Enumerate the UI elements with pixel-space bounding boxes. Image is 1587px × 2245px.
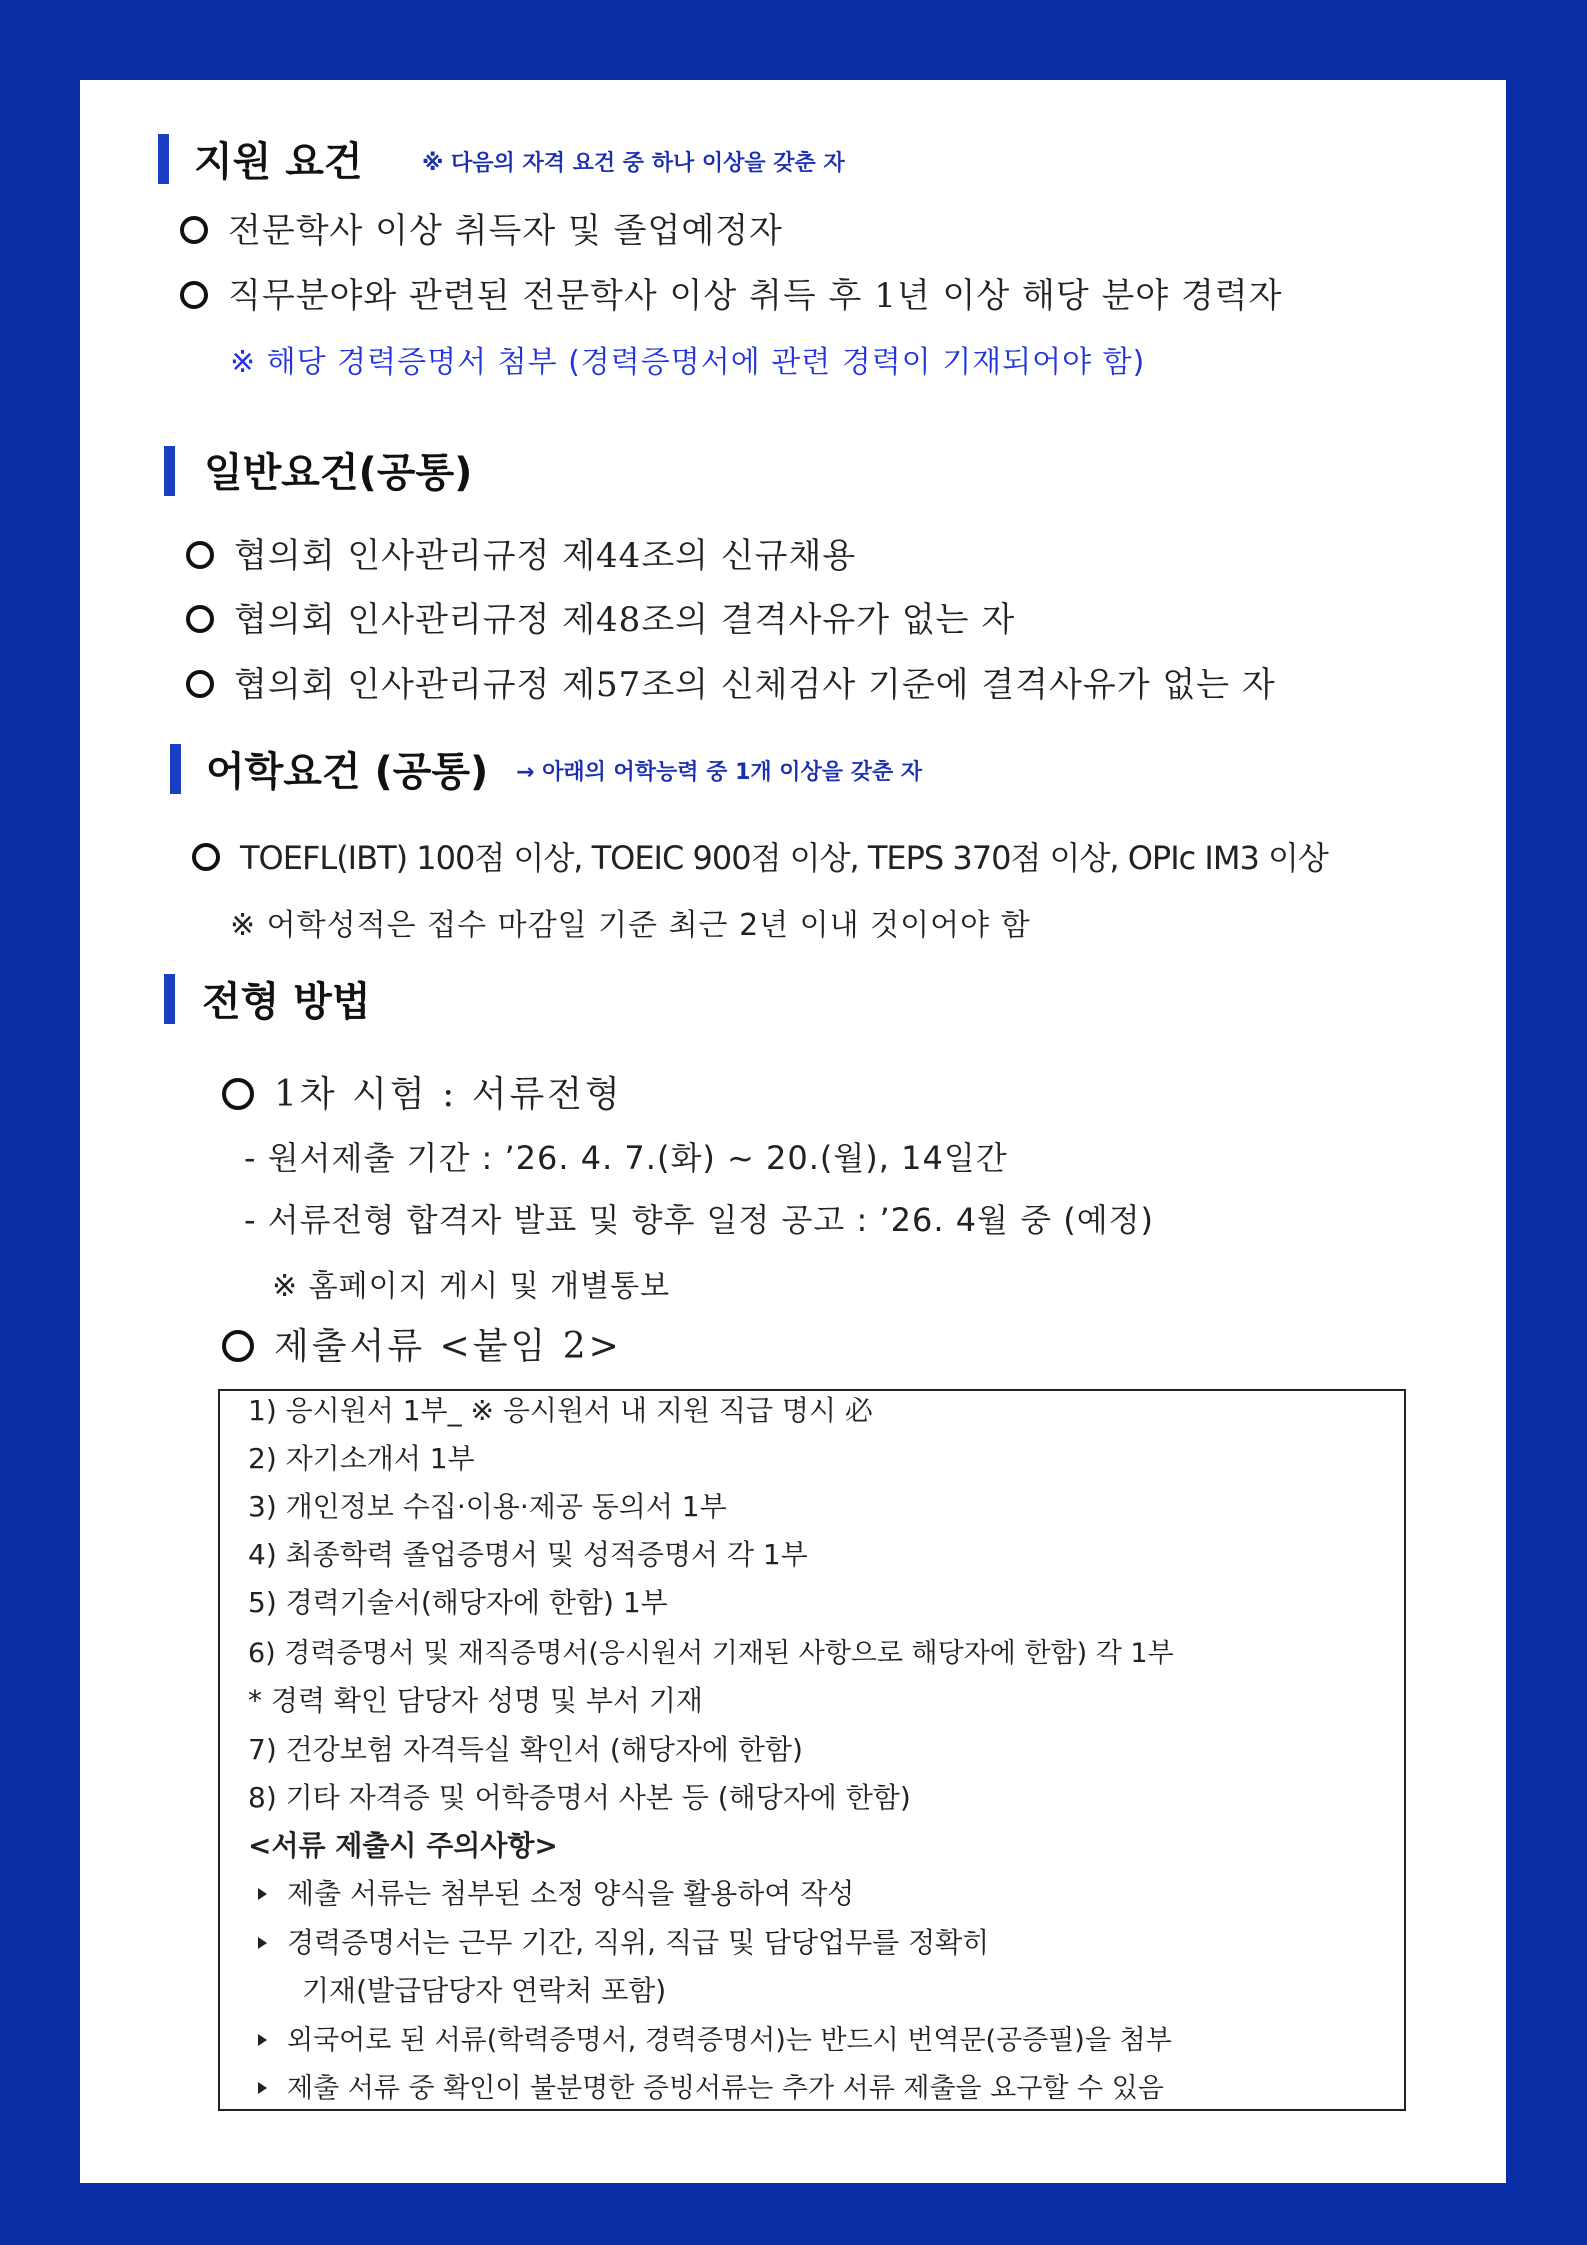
list-item: 협의회 인사관리규정 제57조의 신체검사 기준에 결격사유가 없는 자	[186, 657, 1276, 706]
section-marker	[170, 744, 181, 794]
caution-item: 제출 서류는 첨부된 소정 양식을 활용하여 작성	[258, 1872, 854, 1912]
requirements-note: ※ 다음의 자격 요건 중 하나 이상을 갖춘 자	[422, 151, 845, 176]
circle-bullet-icon	[222, 1330, 254, 1362]
section-title-selection: 전형 방법	[202, 979, 371, 1025]
circle-bullet-icon	[186, 605, 214, 633]
language-item: TOEFL(IBT) 100점 이상, TOEIC 900점 이상, TEPS 370점 이상, OPIc IM3 이상	[192, 833, 1328, 879]
document-item: 4) 최종학력 졸업증명서 및 성적증명서 각 1부	[248, 1538, 808, 1571]
document-item: 5) 경력기술서(해당자에 한함) 1부	[248, 1586, 668, 1619]
document-sub-item: * 경력 확인 담당자 성명 및 부서 기재	[248, 1684, 703, 1717]
section-title-language: 어학요건 (공통)	[206, 749, 489, 795]
document-item: 8) 기타 자격증 및 어학증명서 사본 등 (해당자에 한함)	[248, 1781, 911, 1814]
document-item: 3) 개인정보 수집·이용·제공 동의서 1부	[248, 1490, 727, 1523]
application-period: - 원서제출 기간 : ’26. 4. 7.(화) ~ 20.(월), 14일간	[244, 1139, 1008, 1177]
circle-bullet-icon	[186, 670, 214, 698]
caution-item: 경력증명서는 근무 기간, 직위, 직급 및 담당업무를 정확히	[258, 1921, 989, 1961]
notification-note: ※ 홈페이지 게시 및 개별통보	[272, 1269, 671, 1304]
circle-bullet-icon	[180, 281, 208, 309]
document-item: 6) 경력증명서 및 재직증명서(응시원서 기재된 사항으로 해당자에 한함) 각 1부	[248, 1638, 1174, 1669]
section-marker	[158, 134, 169, 184]
document-page	[80, 80, 1506, 2183]
list-item: 전문학사 이상 취득자 및 졸업예정자	[180, 203, 783, 252]
documents-heading: 제출서류 <붙임 2>	[222, 1318, 622, 1369]
document-item: 7) 건강보험 자격득실 확인서 (해당자에 한함)	[248, 1733, 803, 1766]
announcement-schedule: - 서류전형 합격자 발표 및 향후 일정 공고 : ’26. 4월 중 (예정)	[244, 1201, 1155, 1239]
circle-bullet-icon	[186, 541, 214, 569]
circle-bullet-icon	[192, 843, 220, 871]
circle-bullet-icon	[222, 1078, 254, 1110]
language-sub-note: ※ 어학성적은 접수 마감일 기준 최근 2년 이내 것이어야 함	[230, 908, 1031, 943]
caution-item-continued: 기재(발급담당자 연락처 포함)	[302, 1974, 667, 2007]
triangle-bullet-icon	[258, 2082, 267, 2094]
documents-box	[218, 1389, 1406, 2111]
career-certificate-note: ※ 해당 경력증명서 첨부 (경력증명서에 관련 경력이 기재되어야 함)	[230, 345, 1146, 380]
document-item: 1) 응시원서 1부_ ※ 응시원서 내 지원 직급 명시 必	[248, 1394, 873, 1427]
caution-title: <서류 제출시 주의사항>	[248, 1829, 558, 1862]
circle-bullet-icon	[180, 216, 208, 244]
list-item: 협의회 인사관리규정 제48조의 결격사유가 없는 자	[186, 592, 1015, 641]
triangle-bullet-icon	[258, 1937, 267, 1949]
caution-item: 제출 서류 중 확인이 불분명한 증빙서류는 추가 서류 제출을 요구할 수 있음	[258, 2066, 1164, 2105]
triangle-bullet-icon	[258, 2034, 267, 2046]
section-marker	[164, 974, 175, 1024]
list-item: 직무분야와 관련된 전문학사 이상 취득 후 1년 이상 해당 분야 경력자	[180, 268, 1283, 317]
section-title-requirements: 지원 요건	[194, 139, 363, 185]
triangle-bullet-icon	[258, 1888, 267, 1900]
section-title-general: 일반요건(공통)	[204, 450, 473, 496]
section-marker	[164, 446, 175, 496]
language-note: → 아래의 어학능력 중 1개 이상을 갖춘 자	[516, 760, 923, 785]
step-item: 1차 시험 : 서류전형	[222, 1066, 623, 1117]
list-item: 협의회 인사관리규정 제44조의 신규채용	[186, 528, 856, 577]
caution-item: 외국어로 된 서류(학력증명서, 경력증명서)는 반드시 번역문(공증필)을 첨부	[258, 2018, 1172, 2057]
document-item: 2) 자기소개서 1부	[248, 1442, 475, 1475]
